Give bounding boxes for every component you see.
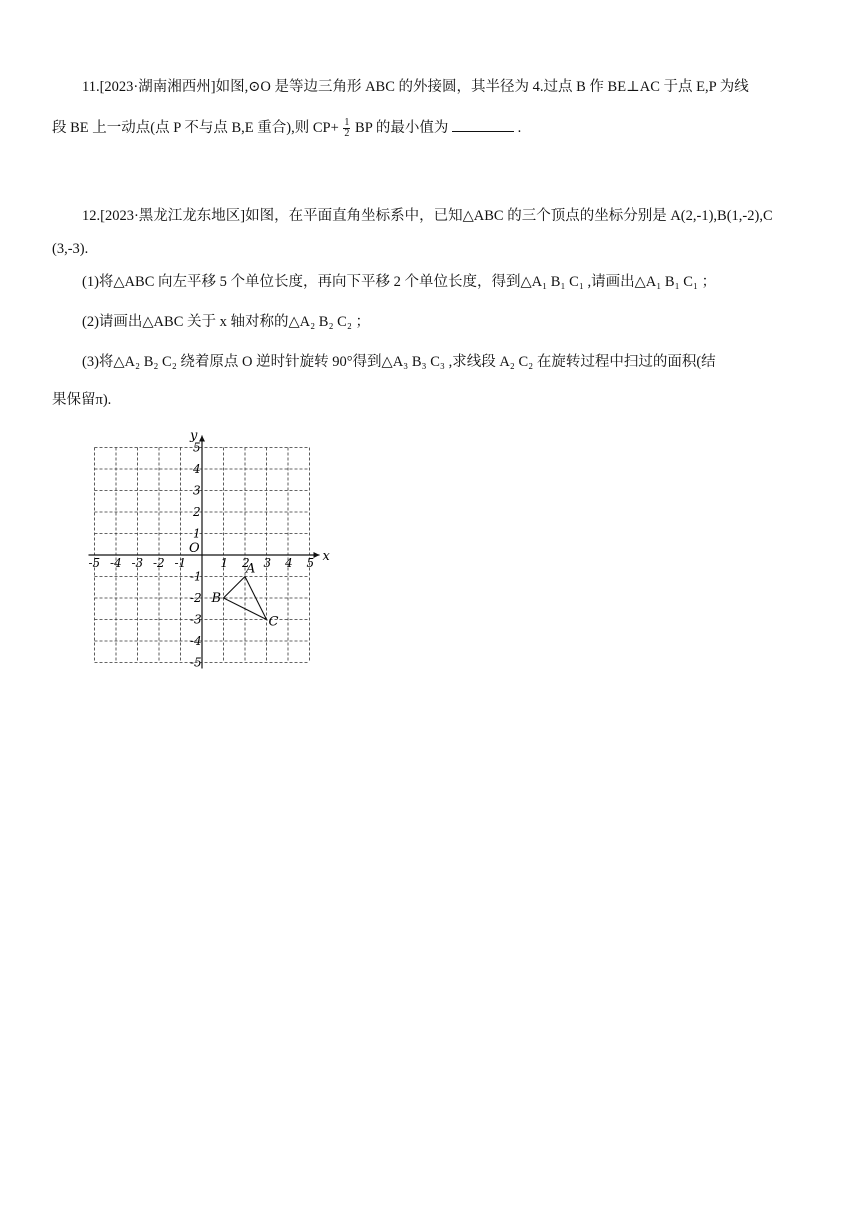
y-axis-label: y xyxy=(190,428,198,444)
problem-11-line-2 xyxy=(52,118,521,139)
axes xyxy=(89,436,320,669)
x-tick-label: -5 xyxy=(88,556,101,570)
problem-11-text-post: BP 的最小值为 xyxy=(355,120,449,136)
vertex-label-a: A xyxy=(246,561,256,577)
y-tick-label: -5 xyxy=(190,655,202,670)
x-tick-label: 5 xyxy=(306,556,315,570)
x-axis-label: x xyxy=(322,549,330,564)
x-tick-label: -1 xyxy=(174,556,187,570)
x-tick-label: -2 xyxy=(153,556,165,570)
problem-11-line-1: 11.[2023·湖南湘西州]如图,⊙O 是等边三角形 ABC 的外接圆，其半径为 4.过点 B 作 BE⊥AC 于点 E,P 为线 xyxy=(82,79,749,95)
y-tick-label: 3 xyxy=(193,483,201,498)
vertex-label-c: C xyxy=(268,614,279,630)
fraction-numerator: 1 xyxy=(344,117,350,129)
x-tick-label: -3 xyxy=(131,556,144,570)
y-tick-label: 1 xyxy=(193,526,201,541)
y-tick-label: -1 xyxy=(190,569,202,584)
y-tick-label: 5 xyxy=(193,440,201,455)
y-tick-label: 2 xyxy=(193,505,201,519)
problem-12-question-2: (2)请画出△ABC 关于 x 轴对称的△A₂ B₂ C₂ ； xyxy=(82,314,371,330)
y-tick-label: -4 xyxy=(190,634,202,648)
y-tick-label: -2 xyxy=(190,591,202,605)
problem-12-line-1: 12.[2023·黑龙江龙东地区]如图，在平面直角坐标系中，已知△ABC 的三个顶点的坐标分别是 A(2,-1),B(1,-2),C xyxy=(82,208,773,224)
x-tick-label: 2 xyxy=(242,556,250,570)
x-tick-label: -4 xyxy=(110,556,122,570)
x-tick-label: 1 xyxy=(220,556,229,570)
problem-11-text-pre: 段 BE 上一动点(点 P 不与点 B,E 重合),则 CP+ xyxy=(52,120,339,136)
problem-12-question-3-line-2: 果保留π). xyxy=(52,392,112,408)
origin-label: O xyxy=(189,541,200,556)
coordinate-grid-figure xyxy=(84,424,344,676)
fraction-one-half xyxy=(343,118,350,139)
problem-11-period: . xyxy=(517,120,522,136)
vertex-label-b: B xyxy=(211,591,222,606)
y-tick-label: -3 xyxy=(190,612,202,627)
answer-blank[interactable] xyxy=(452,118,514,132)
problem-12-question-3-line-1: (3)将△A₂ B₂ C₂ 绕着原点 O 逆时针旋转 90°得到△A₃ B₃ C₃ ,求线段 A₂ C₂ 在旋转过程中扫过的面积(结 xyxy=(82,354,716,370)
x-tick-label: 3 xyxy=(263,556,272,570)
fraction-denominator: 2 xyxy=(344,128,350,140)
problem-12-line-2: (3,-3). xyxy=(52,241,89,257)
y-tick-label: 4 xyxy=(193,462,201,476)
tick-labels xyxy=(89,429,331,670)
x-axis-arrow xyxy=(314,552,320,558)
x-tick-label: 4 xyxy=(285,556,293,570)
problem-12-question-1: (1)将△ABC 向左平移 5 个单位长度，再向下平移 2 个单位长度，得到△A₁ B₁ C₁ ,请画出△A₁ B₁ C₁ ； xyxy=(82,274,717,290)
